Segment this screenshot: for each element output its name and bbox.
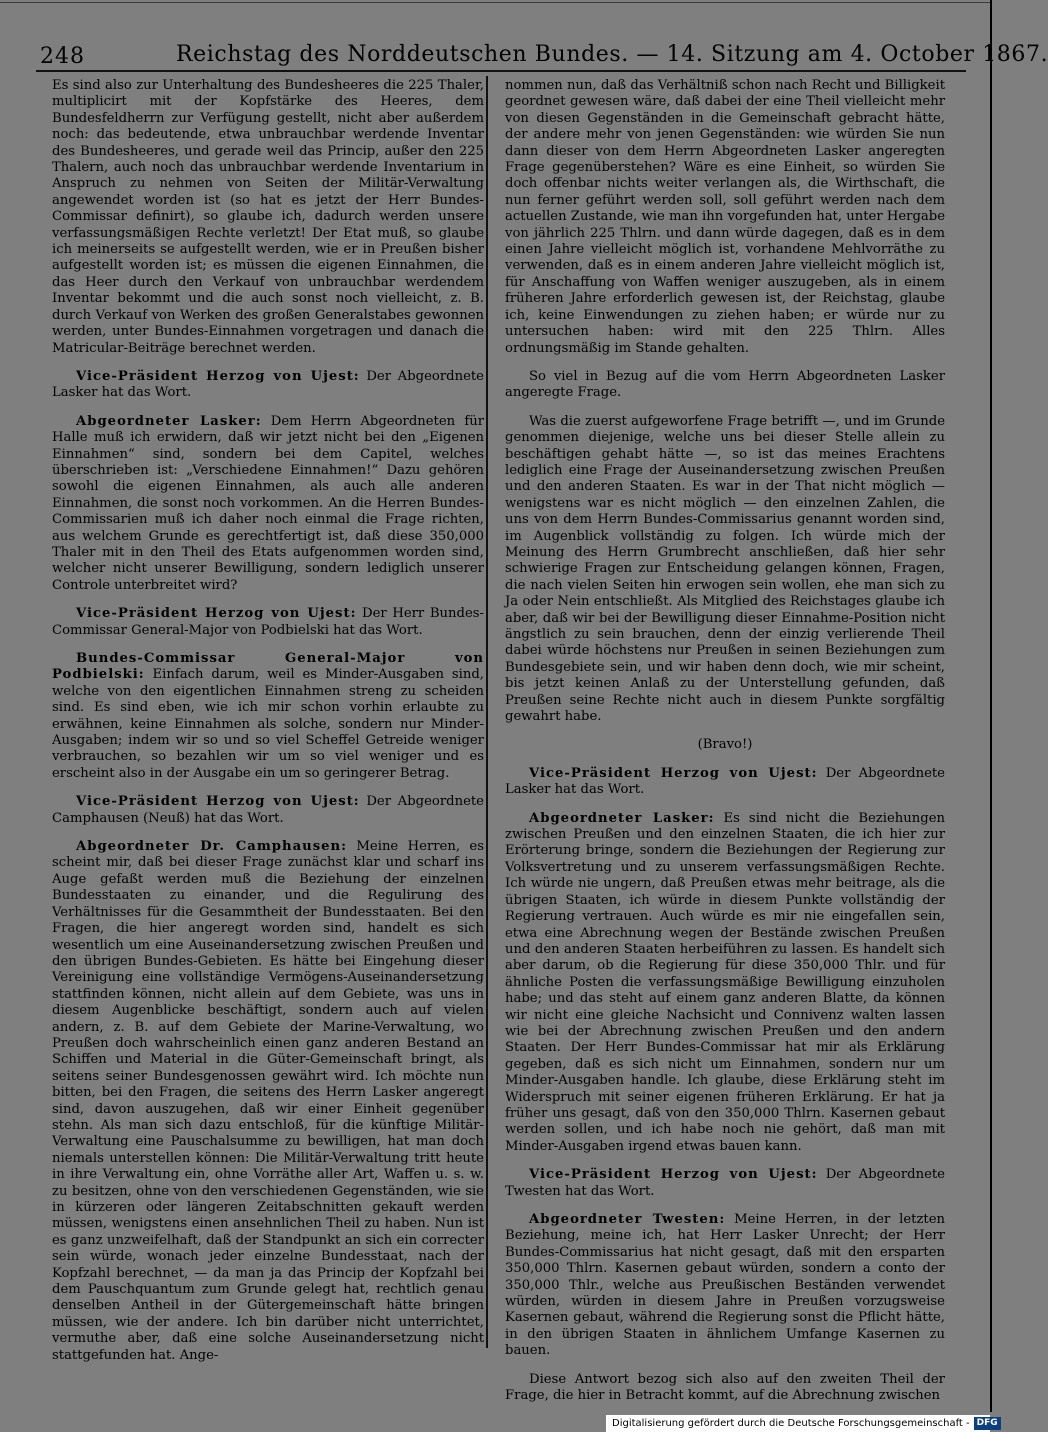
running-head: Reichstag des Norddeutschen Bundes. — 14. Sitzung am 4. October 1867. <box>176 42 1048 67</box>
paragraph-text: Es sind also zur Unterhaltung des Bundesheeres die 225 Thaler, multiplicirt mit der Kopfstärke des Heeres, dem Bundesfeldherrn zur Verfügung gestellt, nicht aber außerdem noch: das bedeutende, etwa unbrauchbar werdende Inventar des Bundesheeres, und gerade weil das Princip, außer den 225 Thalern, auch noch das unbrauchbar werdende Inventarium in Anspruch zu nehmen von Seiten der Militär-Verwaltung angewendet worden ist (so hat es jetzt der Herr Bundes-Commissar definirt), so glaube ich, dadurch werden unsere verfassungsmäßigen Rechte verletzt! Der Etat muß, so glaube ich meinerseits se aufgestellt werden, wie er in Preußen bisher aufgestellt worden ist; es müssen die eigenen Einnahmen, die das Heer durch den Verkauf von unbrauchbar werdendem Inventar bekommt und die auch sonst noch vielleicht, z. B. durch Verkauf von Werken des großen Generalstabes gewonnen werden, unter Bundes-Einnahmen vorgetragen und danach die Matricular-Beiträge berechnet werden. <box>52 78 484 356</box>
right-text-column <box>505 78 946 1404</box>
speaker-name: Abgeordneter Lasker: <box>76 413 262 429</box>
paragraph-text: Der Abgeordnete Twesten hat das Wort. <box>505 1167 945 1199</box>
paragraph <box>505 1212 945 1360</box>
paragraph-text: (Bravo!) <box>697 737 753 753</box>
paragraph-text: Diese Antwort bezog sich also auf den zweiten Theil der Frage, die hier in Betracht kommt, auf die Abrechnung zwischen <box>505 1371 945 1404</box>
speaker-name: Abgeordneter Lasker: <box>529 810 715 826</box>
paragraph-text: Meine Herren, es scheint mir, daß bei dieser Frage zunächst klar und scharf ins Auge gefaßt werden muß die Beziehung der einzelnen Bundesstaaten zu einander, und die Regulirung des Verhältnisses für die Gesammtheit der Bundesstaaten. Bei den Fragen, die hier angeregt worden sind, handelt es sich wesentlich um eine Auseinandersetzung zwischen Preußen und den übrigen Bundes-Gebieten. Es hätte bei Eingehung dieser Vereinigung eine vollständige Vermögens-Auseinandersetzung stattfinden können, nicht allein auf dem Gebiete, was uns in diesem Augenblicke beschäftigt, sondern auch auf vielen andern, z. B. auf dem Gebiete der Marine-Verwaltung, wo Preußen doch wahrscheinlich einen ganz anderen Bestand an Schiffen und Material in die Güter-Gemeinschaft bringt, als seitens seiner Bundesgenossen gewährt wird. Ich möchte nun bitten, bei den Fragen, die seitens des Herrn Lasker angeregt sind, davon auszugehen, daß wir einer Einheit gegenüber stehn. Als man sich dazu entschloß, für die künftige Militär-Verwaltung eine Pauschalsumme zu bewilligen, hat man doch niemals unterstellen können: Die Militär-Verwaltung tritt heute in ihre Verwaltung ein, ohne Vorräthe aller Art, Waffen u. s. w. zu besitzen, ohne von den verschiedenen Gegenständen, wie sie in kürzeren oder längeren Zeitabschnitten gekauft werden müssen, wenigstens einen ansehnlichen Theil zu haben. Nun ist es ganz unzweifelhaft, daß der Standpunkt an sich ein correcter sein würde, wonach jeder einzelne Bundesstaat, nach der Kopfzahl berechnet, — da man ja das Princip der Kopfzahl bei dem Pauschquantum zum Grunde gelegt hat, rechtlich genau denselben Antheil in der Gütergemeinschaft hätte bringen müssen, wie der andere. Ich bin darüber nicht unterrichtet, vermuthe aber, daß eine solche Auseinandersetzung nicht stattgefunden hat. Ange- <box>52 839 485 1363</box>
paragraph <box>52 794 484 827</box>
speaker-name: Vice-Präsident Herzog von Ujest: <box>76 368 360 384</box>
dfg-logo: DFG <box>974 1417 1001 1430</box>
speaker-name: Bundes-Commissar General-Major von Podbielski: <box>52 651 484 683</box>
paragraph <box>52 839 484 1364</box>
paragraph <box>505 369 945 402</box>
paragraph-text: So viel in Bezug auf die vom Herrn Abgeordneten Lasker angeregte Frage. <box>505 368 945 401</box>
column-divider <box>486 76 488 1348</box>
paragraph <box>505 1167 945 1200</box>
paragraph <box>505 766 945 799</box>
speaker-name: Abgeordneter Twesten: <box>529 1212 726 1227</box>
speaker-name: Abgeordneter Dr. Camphausen: <box>76 839 348 855</box>
paragraph-text: Einfach darum, weil es Minder-Ausgaben sind, welche von den eigentlichen Einnahmen streng zu scheiden sind. Es sind eben, wie ich mir schon vorhin erlaubte zu erwähnen, keine Einnahmen als solche, sondern nur Minder-Ausgaben; indem wir so und so viel Scheffel Getreide weniger verbrauchen, so bezahlen wir um so viel weniger und es erscheint also in der Ausgabe ein um so geringerer Betrag. <box>52 667 484 781</box>
speaker-name: Vice-Präsident Herzog von Ujest: <box>529 765 818 781</box>
paragraph <box>52 414 484 594</box>
paragraph-text: Der Abgeordnete Lasker hat das Wort. <box>505 765 945 798</box>
left-text-column <box>52 78 485 1363</box>
paragraph <box>505 78 945 357</box>
footer-credit <box>606 1415 998 1432</box>
speaker-name: Vice-Präsident Herzog von Ujest: <box>76 794 360 810</box>
paragraph-text: Meine Herren, in der letzten Beziehung, meine ich, hat Herr Lasker Unrecht; der Herr Bundes-Commissarius hat nicht gesagt, daß mit den ersparten 350,000 Thlrn. Kasernen gebaut würden, sondern a conto der 350,000 Thlr., welche aus Preußischen Beständen verwendet würden, würden in diesem Jahre in Preußen vorzugsweise Kasernen gebaut, während die Regierung sonst die Pflicht hätte, in den übrigen Staaten in ähnlichem Umfange Kasernen zu bauen. <box>505 1212 946 1359</box>
paragraph <box>505 1372 945 1405</box>
paragraph-text: Dem Herrn Abgeordneten für Halle muß ich erwidern, daß wir jetzt nicht bei den „Eigenen Einnahmen“ sind, sondern bei dem Capitel, welches überschrieben ist: „Verschiedene Einnahmen!“ Dazu gehören sowohl die eigenen Einnahmen, als auch alle anderen Einnahmen, die sonst noch vorkommen. An die Herren Bundes-Commissarien muß ich daher noch einmal die Frage richten, aus welchem Grunde es gerechtfertigt ist, daß diese 350,000 Thaler mit in den Theil des Etats aufgenommen worden sind, welcher nicht unserer Bewilligung, sondern lediglich unserer Controle unterbreitet wird? <box>52 413 484 593</box>
speaker-name: Vice-Präsident Herzog von Ujest: <box>529 1167 818 1183</box>
paragraph <box>505 414 945 726</box>
page-number: 248 <box>40 44 85 69</box>
paragraph <box>52 651 484 782</box>
paragraph <box>505 737 945 753</box>
footer-text: Digitalisierung gefördert durch die Deutsche Forschungsgemeinschaft - <box>612 1418 970 1429</box>
page-top-edge <box>0 2 990 3</box>
paragraph <box>52 369 484 402</box>
page-right-edge <box>990 0 992 1412</box>
paragraph-text: Der Abgeordnete Lasker hat das Wort. <box>52 368 484 401</box>
paragraph <box>52 606 484 639</box>
paragraph-text: Es sind nicht die Beziehungen zwischen Preußen und den einzelnen Staaten, die ich hier zur Erörterung bringe, sondern die Beziehungen der Regierung zur Volksvertretung und zu unserem verfassungsmäßigen Rechte. Ich würde nie ungern, daß Preußen etwas mehr beitrage, als die übrigen Staaten, ich würde in diesem Punkte vollständig der Regierung vertrauen. Auch würde es mir nie eingefallen sein, etwa eine Abrechnung wegen der Bestände zwischen Preußen und den anderen Staaten herbeiführen zu lassen. Es handelt sich aber darum, ob die Regierung für diese 350,000 Thlr. und für ähnliche Posten die verfassungsmäßige Bewilligung einzuholen habe; und das steht auf einem ganz anderen Blatte, da können wir nicht eine gleiche Nachsicht und Connivenz walten lassen wie bei der Abrechnung zwischen Preußen und den andern Staaten. Der Herr Bundes-Commissar hat mir als Erklärung gegeben, daß es sich nicht um Einnahmen, sondern nur um Minder-Ausgaben handle. Ich glaube, diese Erklärung steht im Widerspruch mit seiner eigenen früheren Erklärung. Er hat ja früher uns gesagt, daß von den 350,000 Thlrn. Kasernen gebaut werden sollen, und ich habe noch nie gehört, daß man mit Minder-Ausgaben irgend etwas bauen kann. <box>505 810 945 1154</box>
paragraph-text: Was die zuerst aufgeworfene Frage betrifft —, und im Grunde genommen diejenige, welche uns bei dieser Stelle allein zu beschäftigen gehabt hätte —, so ist das meines Erachtens lediglich eine Frage der Auseinandersetzung zwischen Preußen und den anderen Staaten. Es war in der That nicht möglich — wenigstens war es nicht möglich — den einzelnen Zahlen, die uns von dem Herrn Bundes-Commissarius genannt worden sind, im Augenblick vollständig zu folgen. Ich würde mich der Meinung des Herrn Grumbrecht anschließen, daß hier sehr schwierige Fragen zur Entscheidung gelangen können, Fragen, die nach vielen Seiten hin erwogen sein wollen, ehe man sich zu Ja oder Nein entschließt. Als Mitglied des Reichstages glaube ich aber, daß wir bei der Bewilligung dieser Einnahme-Position nicht ängstlich zu sein brauchen, denn der einzig verlierende Theil dabei würde höchstens nur Preußen in seinen Beziehungen zum Bundesgebiete sein, und wir haben denn doch, wie mir scheint, bis jetzt keinen Anlaß zu der Unterstellung gefunden, daß Preußen seine Rechte nicht auch in diesem Punkte sorgfältig gewahrt habe. <box>505 413 945 725</box>
speaker-name: Vice-Präsident Herzog von Ujest: <box>76 606 357 622</box>
page-header <box>36 40 1048 72</box>
paragraph-text: Der Herr Bundes-Commissar General-Major von Podbielski hat das Wort. <box>52 606 484 638</box>
paragraph <box>52 78 484 357</box>
paragraph-text: Der Abgeordnete Camphausen (Neuß) hat das Wort. <box>52 794 484 826</box>
paragraph-text: nommen nun, daß das Verhältniß schon nach Recht und Billigkeit geordnet gewesen wäre, daß dabei der eine Theil vielleicht mehr von diesen Gegenständen in die Gemeinschaft gebracht hätte, der andere mehr von jenen Gegenständen: wie würden Sie nun dann dieser von dem Herrn Abgeordneten Lasker angeregten Frage gegenüberstehen? Wäre es eine Einheit, so würden Sie doch offenbar nichts weiter verlangen als, die Wirthschaft, die nun ferner geführt werden soll, soll geführt werden nach dem actuellen Zustande, wie man ihn vorgefunden hat, unter Hergabe von jährlich 225 Thlrn. und dann würde dagegen, daß es in dem einen Jahre vielleicht möglich ist, vorhandene Mehlvorräthe zu verwenden, daß es in einem anderen Jahre vielleicht möglich ist, für Anschaffung von Waffen weniger auszugeben, als in einem früheren Jahre erforderlich gewesen ist, der Reichstag, glaube ich, keine Einwendungen zu ziehen haben; er würde nur zu untersuchen haben: wird mit den 225 Thlrn. Alles ordnungsmäßig im Stande gehalten. <box>505 78 945 356</box>
paragraph <box>505 811 945 1156</box>
